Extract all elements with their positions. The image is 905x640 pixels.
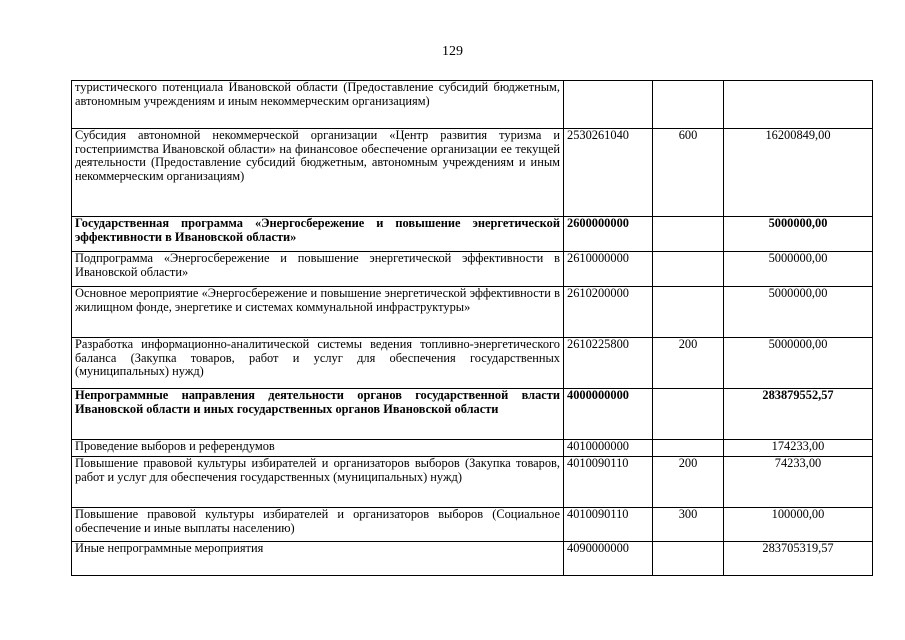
row-amount-cell: 283705319,57 [724, 542, 873, 576]
row-code-cell: 2600000000 [564, 217, 653, 252]
row-expense-type-cell [653, 287, 724, 338]
row-code-cell: 2610225800 [564, 338, 653, 389]
row-name-cell: Государственная программа «Энергосбережение и повышение энергетической эффективности в Ивановской области» [72, 217, 564, 252]
row-amount-cell: 16200849,00 [724, 129, 873, 217]
table-row [72, 129, 873, 217]
row-expense-type-cell: 600 [653, 129, 724, 217]
row-amount-cell: 5000000,00 [724, 338, 873, 389]
table-row [72, 389, 873, 440]
row-code-cell: 2610000000 [564, 252, 653, 287]
table-row [72, 217, 873, 252]
table-row [72, 338, 873, 389]
row-expense-type-cell [653, 81, 724, 129]
row-amount-cell: 174233,00 [724, 440, 873, 457]
table-row [72, 457, 873, 508]
row-code-cell: 2610200000 [564, 287, 653, 338]
row-code-cell [564, 81, 653, 129]
row-name-cell: Основное мероприятие «Энергосбережение и повышение энергетической эффективности в жилищном фонде, энергетике и системах коммунальной инфраструктуры» [72, 287, 564, 338]
row-code-cell: 4010090110 [564, 457, 653, 508]
budget-table [71, 80, 873, 576]
row-code-cell: 2530261040 [564, 129, 653, 217]
row-amount-cell: 283879552,57 [724, 389, 873, 440]
row-name-cell: Разработка информационно-аналитической системы ведения топливно-энергетического баланса (Закупка товаров, работ и услуг для обеспечения государственных (муниципальных) нужд) [72, 338, 564, 389]
row-code-cell: 4010000000 [564, 440, 653, 457]
row-code-cell: 4010090110 [564, 508, 653, 542]
page-number: 129 [442, 44, 463, 59]
row-name-cell: Повышение правовой культуры избирателей и организаторов выборов (Социальное обеспечение и иные выплаты населению) [72, 508, 564, 542]
table-row [72, 287, 873, 338]
row-expense-type-cell: 200 [653, 338, 724, 389]
row-expense-type-cell [653, 217, 724, 252]
row-name-cell: Субсидия автономной некоммерческой организации «Центр развития туризма и гостеприимства Ивановской области» на финансовое обеспечение организации ее текущей деятельности (Предоставление субсидий бюджетным, автономным учреждениям и иным некоммерческим организациям) [72, 129, 564, 217]
row-expense-type-cell [653, 252, 724, 287]
row-name-cell: Иные непрограммные мероприятия [72, 542, 564, 576]
table-row [72, 81, 873, 129]
row-expense-type-cell [653, 440, 724, 457]
row-code-cell: 4000000000 [564, 389, 653, 440]
table-row [72, 440, 873, 457]
row-amount-cell: 100000,00 [724, 508, 873, 542]
row-amount-cell: 5000000,00 [724, 217, 873, 252]
row-expense-type-cell [653, 542, 724, 576]
row-code-cell: 4090000000 [564, 542, 653, 576]
table-row [72, 508, 873, 542]
table-row [72, 252, 873, 287]
row-expense-type-cell: 200 [653, 457, 724, 508]
row-name-cell: Проведение выборов и референдумов [72, 440, 564, 457]
row-amount-cell: 5000000,00 [724, 252, 873, 287]
row-amount-cell: 5000000,00 [724, 287, 873, 338]
row-expense-type-cell: 300 [653, 508, 724, 542]
row-amount-cell: 74233,00 [724, 457, 873, 508]
row-amount-cell [724, 81, 873, 129]
row-name-cell: Непрограммные направления деятельности органов государственной власти Ивановской области и иных государственных органов Ивановской области [72, 389, 564, 440]
row-name-cell: Подпрограмма «Энергосбережение и повышение энергетической эффективности в Ивановской области» [72, 252, 564, 287]
row-name-cell: Повышение правовой культуры избирателей и организаторов выборов (Закупка товаров, работ и услуг для обеспечения государственных (муниципальных) нужд) [72, 457, 564, 508]
row-name-cell: туристического потенциала Ивановской области (Предоставление субсидий бюджетным, автономным учреждениям и иным некоммерческим организациям) [72, 81, 564, 129]
row-expense-type-cell [653, 389, 724, 440]
budget-table-body [72, 81, 873, 576]
table-row [72, 542, 873, 576]
